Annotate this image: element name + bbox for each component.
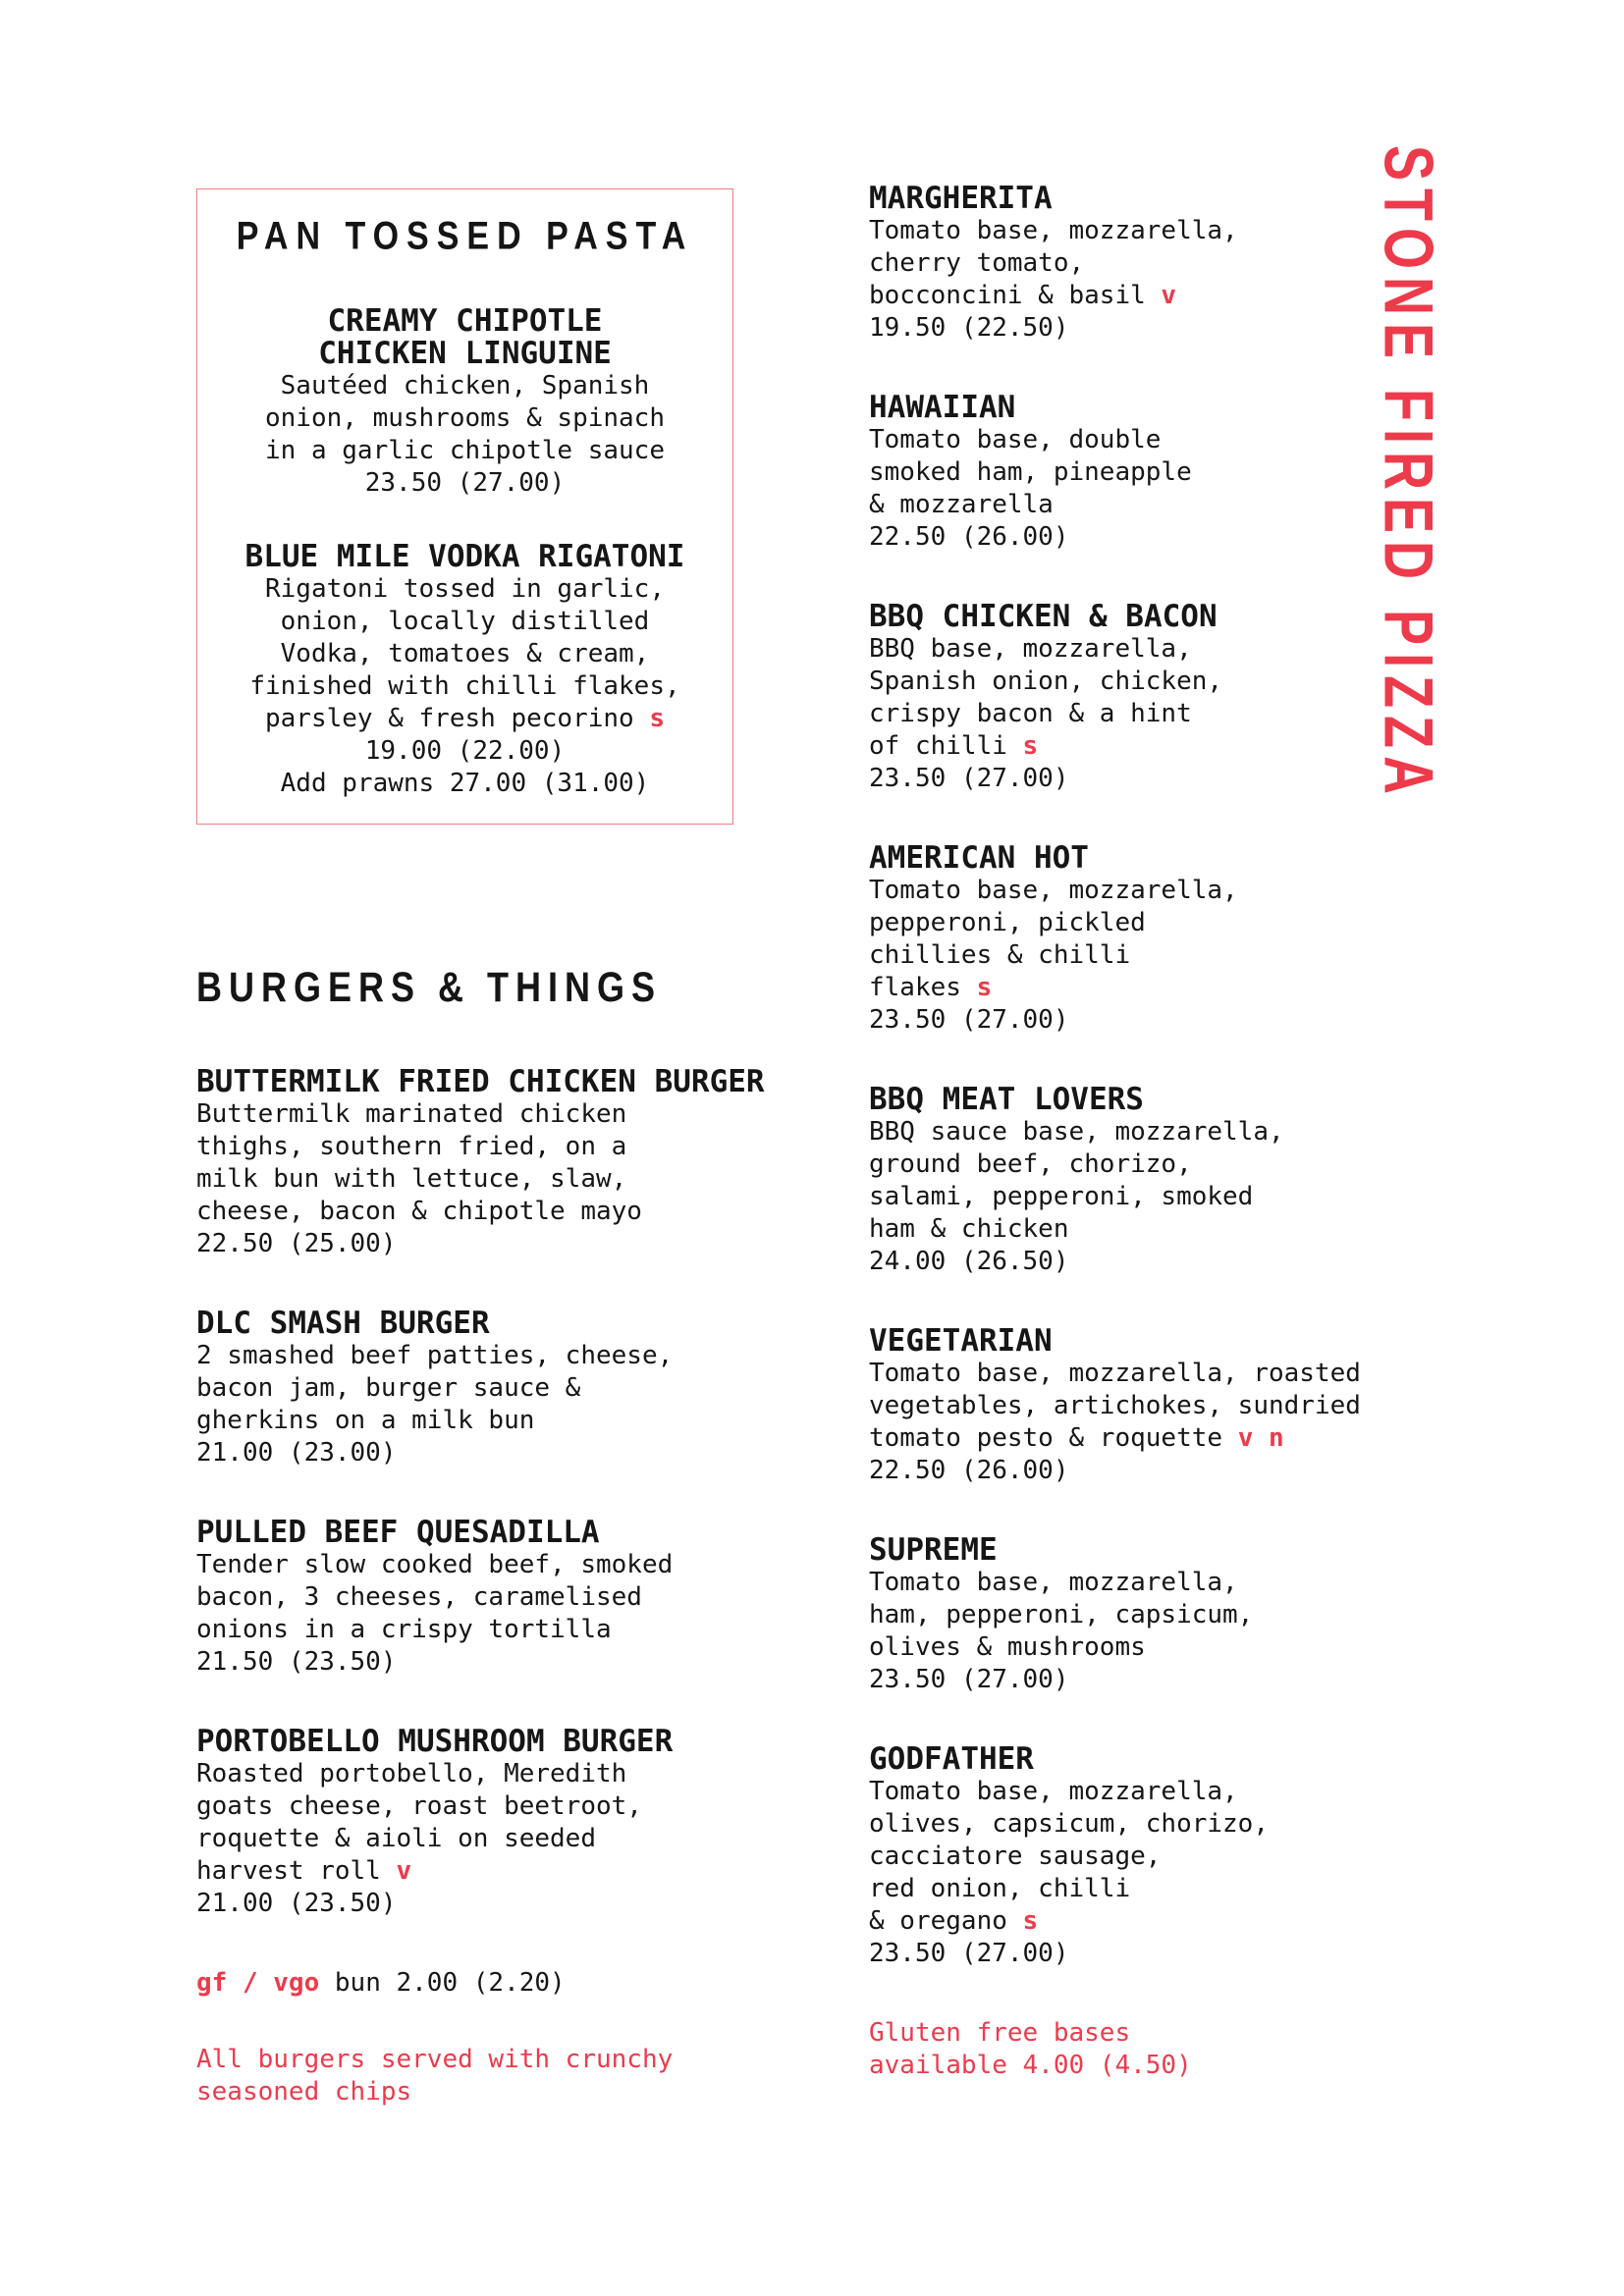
text-line [869,972,1438,1004]
text-line: roquette & aioli on seeded [196,1824,596,1853]
text-line: cherry tomato, [869,248,1085,278]
text-line: finished with chilli flakes, [249,671,680,701]
item-description [197,573,732,800]
text-segment: of chilli [869,731,1023,761]
menu-item-supreme [869,1534,1438,1696]
text-segment: flakes [869,973,977,1002]
text-line [196,1855,825,1888]
text-segment: parsley & fresh pecorino [265,704,650,733]
text-line: crispy bacon & a hint [869,699,1192,728]
item-description [196,1340,825,1469]
text-line: 23.50 (27.00) [869,1005,1069,1035]
text-line: 21.50 (23.50) [196,1647,397,1677]
text-line: onion, mushrooms & spinach [265,403,665,433]
text-line: Buttermilk marinated chicken [196,1099,627,1129]
text-line: goats cheese, roast beetroot, [196,1791,642,1821]
text-segment: bocconcini & basil [869,281,1162,310]
item-name-text: PORTOBELLO MUSHROOM BURGER [196,1724,674,1759]
text-line: cheese, bacon & chipotle mayo [196,1197,642,1226]
item-name [196,1066,825,1098]
gf-vgo-bun-note [196,1967,825,2000]
burgers-chips-note [196,2044,825,2109]
item-name [869,392,1438,424]
item-name [869,601,1438,633]
item-name-text: PULLED BEEF QUESADILLA [196,1515,600,1550]
text-line: milk bun with lettuce, slaw, [196,1164,627,1194]
item-name [197,541,732,573]
menu-item-margherita [869,183,1438,345]
text-line: Add prawns 27.00 (31.00) [280,769,650,798]
dietary-flag: s [1022,731,1039,761]
text-line: Vodka, tomatoes & cream, [280,639,650,668]
text-line: & mozzarella [869,490,1054,519]
item-description [869,1116,1438,1278]
menu-item-bbq-chicken-bacon [869,601,1438,795]
text-line: vegetables, artichokes, sundried [869,1391,1361,1420]
dietary-flag: All burgers served with crunchy [196,2045,674,2074]
text-line: bacon jam, burger sauce & [196,1373,581,1403]
item-name-text: MARGHERITA [869,181,1053,216]
text-line [869,2017,1438,2050]
item-name-text: DLC SMASH BURGER [196,1306,490,1341]
item-description [869,1567,1438,1696]
text-line: Sautéed chicken, Spanish [280,371,650,400]
burgers-section-title: BURGERS & THINGS [196,963,663,1011]
text-line: Tomato base, mozzarella, roasted [869,1359,1361,1388]
text-line: 19.50 (22.50) [869,313,1069,343]
text-line: CHICKEN LINGUINE [318,336,612,371]
text-line: Roasted portobello, Meredith [196,1759,627,1789]
menu-item-pulled-beef-quesadilla [196,1517,825,1679]
item-name-text: GODFATHER [869,1741,1034,1777]
text-line: 22.50 (26.00) [869,1456,1069,1485]
pizza-section [869,183,1438,2082]
item-description [196,1549,825,1679]
text-line [196,2044,825,2076]
text-line: salami, pepperoni, smoked [869,1182,1254,1211]
text-line: CREAMY CHIPOTLE [327,303,603,339]
menu-item-hawaiian [869,392,1438,554]
text-line: BBQ base, mozzarella, [869,634,1192,664]
text-line: 23.50 (27.00) [869,764,1069,793]
dietary-flag: Gluten free bases [869,2018,1131,2048]
item-name [196,1726,825,1758]
item-description [869,424,1438,554]
dietary-flag: available 4.00 (4.50) [869,2051,1192,2080]
text-line: 19.00 (22.00) [364,736,566,766]
text-line: smoked ham, pineapple [869,457,1192,487]
item-description [196,1098,825,1260]
menu-item-american-hot [869,842,1438,1037]
text-line: 24.00 (26.50) [869,1247,1069,1276]
text-line: 2 smashed beef patties, cheese, [196,1341,674,1370]
dietary-flag: s [649,704,665,733]
menu-item-portobello-mushroom-burger [196,1726,825,1920]
dietary-flag: v [396,1856,412,1886]
pan-tossed-pasta-box [196,188,733,825]
item-name-text: BBQ CHICKEN & BACON [869,599,1218,634]
text-line: BBQ sauce base, mozzarella, [869,1117,1284,1147]
item-name [869,1743,1438,1776]
text-line: cacciatore sausage, [869,1842,1162,1871]
text-line: ground beef, chorizo, [869,1149,1192,1179]
text-line: olives, capsicum, chorizo, [869,1809,1269,1839]
item-description [869,633,1438,795]
item-name [869,183,1438,215]
text-line: ham & chicken [869,1214,1069,1244]
menu-item-creamy-chipotle-chicken-linguine [197,305,732,500]
text-line: Tender slow cooked beef, smoked [196,1550,674,1579]
text-line: 23.50 (27.00) [364,468,566,498]
item-name-text: VEGETARIAN [869,1323,1053,1359]
text-line: 21.00 (23.00) [196,1438,397,1468]
pasta-section-title: PAN TOSSED PASTA [236,214,694,259]
item-name [197,305,732,370]
text-line [869,280,1438,312]
item-name-text: HAWAIIAN [869,390,1016,425]
text-segment: & oregano [869,1906,1023,1936]
item-description [869,1358,1438,1487]
dietary-flag: s [1022,1906,1039,1936]
item-name [869,1325,1438,1358]
text-line: ham, pepperoni, capsicum, [869,1600,1254,1629]
item-description [197,370,732,500]
text-line: chillies & chilli [869,940,1131,970]
text-line: Tomato base, double [869,425,1162,454]
text-line: in a garlic chipotle sauce [265,436,665,465]
menu-item-bbq-meat-lovers [869,1084,1438,1278]
text-line [869,730,1438,763]
text-line: 23.50 (27.00) [869,1665,1069,1694]
text-line [869,1905,1438,1938]
menu-item-buttermilk-fried-chicken-burger [196,1066,825,1260]
text-line: onion, locally distilled [280,607,650,636]
text-line: bacon, 3 cheeses, caramelised [196,1582,642,1612]
text-line: 23.50 (27.00) [869,1939,1069,1968]
dietary-flag: gf / vgo [196,1968,320,1998]
text-line: 22.50 (26.00) [869,522,1069,552]
item-name [869,1534,1438,1567]
item-name-text: SUPREME [869,1532,998,1568]
dietary-flag: v n [1237,1423,1284,1453]
item-description [869,875,1438,1037]
gluten-free-bases-note [869,2017,1438,2082]
text-line [196,1967,825,2000]
menu-item-godfather [869,1743,1438,1970]
item-name-text: AMERICAN HOT [869,840,1089,876]
text-line [869,1422,1438,1455]
menu-item-blue-mile-vodka-rigatoni [197,541,732,800]
text-line: Tomato base, mozzarella, [869,1777,1238,1806]
item-name-text: BBQ MEAT LOVERS [869,1082,1144,1117]
text-segment: tomato pesto & roquette [869,1423,1238,1453]
text-line: BLUE MILE VODKA RIGATONI [244,539,685,574]
text-line: pepperoni, pickled [869,908,1146,937]
item-name [196,1517,825,1549]
text-line [196,2076,825,2109]
text-line: thighs, southern fried, on a [196,1132,627,1161]
text-segment: bun 2.00 (2.20) [319,1968,566,1998]
text-line: onions in a crispy tortilla [196,1615,612,1644]
dietary-flag: v [1161,281,1177,310]
item-name [869,842,1438,875]
menu-item-dlc-smash-burger [196,1308,825,1469]
burgers-section [196,962,825,2109]
item-name-text: BUTTERMILK FRIED CHICKEN BURGER [196,1064,765,1099]
text-line: Tomato base, mozzarella, [869,216,1238,245]
text-line: 21.00 (23.50) [196,1889,397,1918]
text-line: gherkins on a milk bun [196,1406,535,1435]
text-line [197,703,732,735]
dietary-flag: seasoned chips [196,2077,412,2107]
text-line: Spanish onion, chicken, [869,667,1223,696]
text-line: Rigatoni tossed in garlic, [265,574,665,604]
item-description [869,215,1438,345]
stone-fired-pizza-banner: STONE FIRED PIZZA [1370,145,1446,803]
text-line: 22.50 (25.00) [196,1229,397,1258]
text-line [869,2050,1438,2082]
menu-item-vegetarian [869,1325,1438,1487]
text-line: Tomato base, mozzarella, [869,1568,1238,1597]
item-name [196,1308,825,1340]
text-line: red onion, chilli [869,1874,1131,1903]
text-line: olives & mushrooms [869,1632,1146,1662]
item-name [869,1084,1438,1116]
item-description [869,1776,1438,1970]
item-description [196,1758,825,1920]
dietary-flag: s [976,973,993,1002]
text-segment: harvest roll [196,1856,397,1886]
text-line: Tomato base, mozzarella, [869,876,1238,905]
